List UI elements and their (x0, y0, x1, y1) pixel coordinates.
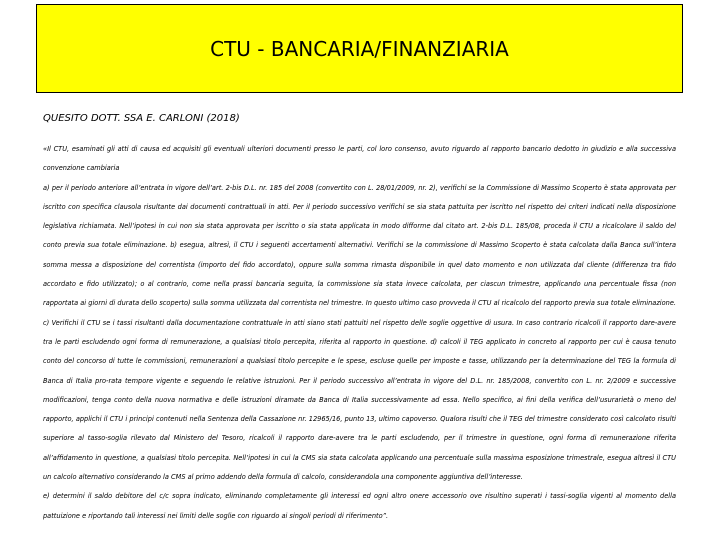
slide-title: CTU - BANCARIA/FINANZIARIA (210, 36, 509, 61)
paragraph-main: a) per il periodo anteriore all’entrata in vigore dell’art. 2-bis D.L. nr. 185 del 2008 (convertito con L. 28/01/2009, nr. 2), verifichi se la Commissione di Massimo Scoperto è stata approvata per iscritto con specifica clausola risultante dai documenti contrattuali in atti. Per il periodo successivo verifichi se sia stata pattuita per iscritto nel rispetto dei criteri indicati nella disposizione legislativa richiamata. Nell’ipotesi in cui non sia stata approvata per iscritto o sia stata applicata in modo difforme dal citato art. 2-bis D.L. 185/08, proceda il CTU a ricalcolare il saldo del conto previa sua totale eliminazione. b) esegua, altresì, il CTU i seguenti accertamenti alternativi. Verifichi se la commissione di Massimo Scoperto è stata calcolata dalla Banca sull’intera somma messa a disposizione del correntista (importo del fido accordato), oppure sulla somma rimasta disponibile in quel dato momento e non utilizzata dal cliente (differenza tra fido accordato e fido utilizzato); o al contrario, come nella prassi bancaria seguita, la commissione sia stata invece calcolata, per ciascun trimestre, applicando una percentuale fissa (non rapportata ai giorni di durata dello scoperto) sulla somma utilizzata dal correntista nel trimestre. In questo ultimo caso provveda il CTU al ricalcolo del rapporto previa sua totale eliminazione. c) Verifichi il CTU se i tassi risultanti dalla documentazione contrattuale in atti siano stati pattuiti nel rispetto delle soglie oggettive di usura. In caso contrario ricalcoli il rapporto dare-avere tra le parti escludendo ogni forma di remunerazione, a qualsiasi titolo percepita, riferita al rapporto in questione. d) calcoli il TEG applicato in concreto al rapporto per cui è causa tenuto conto del concorso di tutte le commissioni, remunerazioni a qualsiasi titolo percepite e le spese, escluse quelle per imposte e tasse, utilizzando per la determinazione del TEG la formula di Banca di Italia pro-rata tempore vigente e seguendo le relative istruzioni. Per il periodo successivo all’entrata in vigore del D.L. nr. 185/2008, convertito con L. nr. 2/2009 e successive modificazioni, tenga conto della nuova normativa e delle istruzioni diramate da Banca di Italia successivamente ad essa. Nello specifico, ai fini della verifica dell’usurarietà o meno del rapporto, applichi il CTU i principi contenuti nella Sentenza della Cassazione nr. 12965/16, punto 13, ultimo capoverso. Qualora risulti che il TEG del trimestre considerato così calcolato risulti superiore al tasso-soglia rilevato dal Ministero del Tesoro, ricalcoli il rapporto dare-avere tra le parti escludendo, per il trimestre in questione, ogni forma di remunerazione riferita all’affidamento in questione, a qualsiasi titolo percepita. Nell’ipotesi in cui la CMS sia stata calcolata applicando una percentuale sulla massima esposizione trimestrale, esegua altresì il CTU un calcolo alternativo considerando la CMS al primo addendo della formula di calcolo, considerandola una componente aggiuntiva dell’interesse. (43, 183, 676, 482)
title-banner (36, 4, 683, 93)
quesito-heading: QUESITO DOTT. SSA E. CARLONI (2018) (43, 113, 240, 124)
paragraph-closing: e) determini il saldo debitore del c/c sopra indicato, eliminando completamente gli interessi ed ogni altro onere accessorio ove risultino superati i tassi-soglia vigenti al momento della pattuizione e riportando tali interessi nei limiti delle soglie con riguardo ai singoli periodi di riferimento”. (43, 492, 676, 520)
paragraph-intro: «Il CTU, esaminati gli atti di causa ed acquisiti gli eventuali ulteriori documenti presso le parti, col loro consenso, avuto riguardo al rapporto bancario dedotto in giudizio e alla successiva convenzione cambiaria (43, 145, 676, 173)
slide-content (43, 112, 676, 526)
